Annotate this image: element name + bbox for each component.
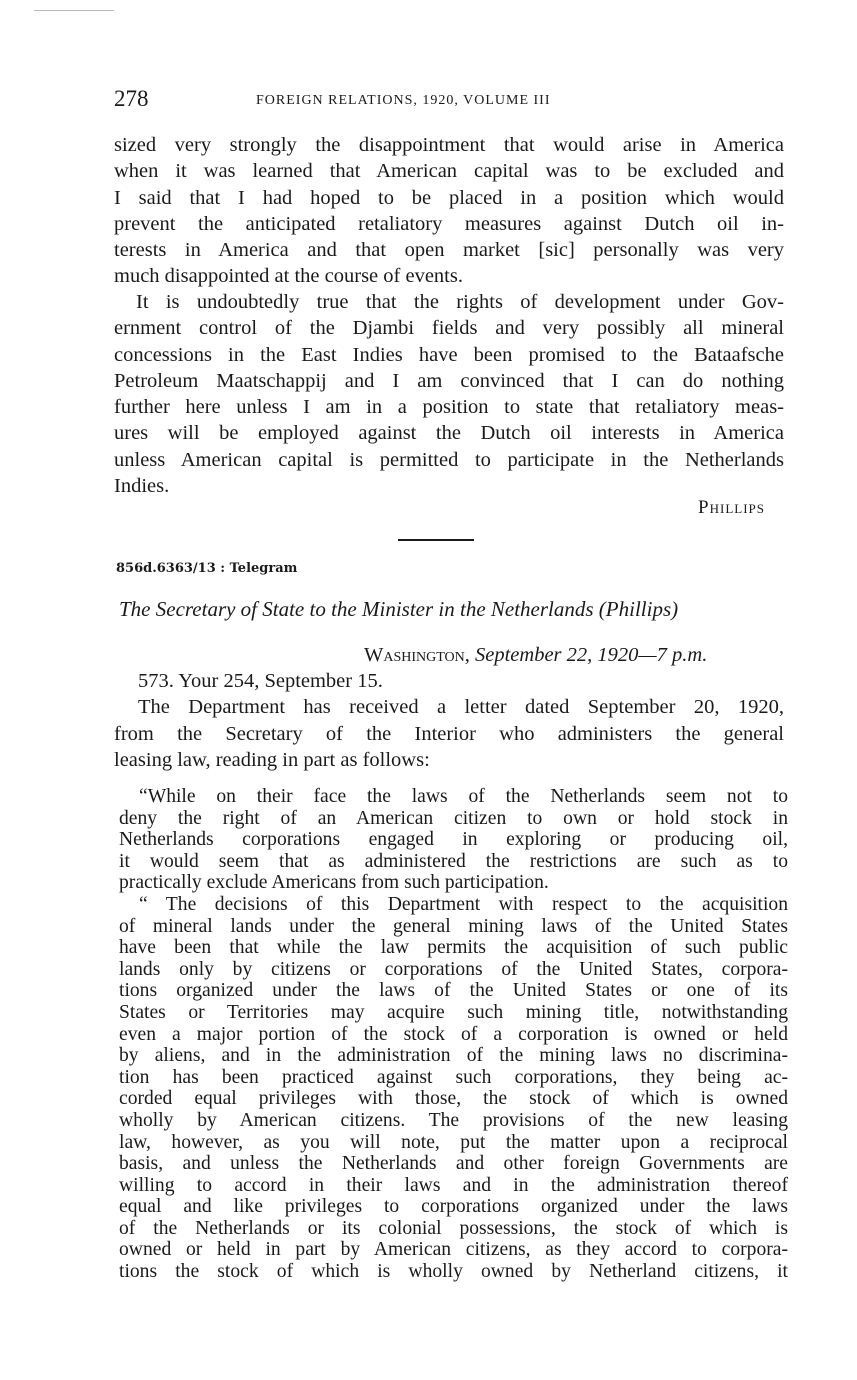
text-line: unless American capital is permitted to participate in the Netherlands <box>114 448 784 471</box>
text-line: much disappointed at the course of events. <box>114 265 463 288</box>
text-line: from the Secretary of the Interior who administers the general <box>114 722 784 745</box>
telegram-intro <box>114 668 784 773</box>
dateline-place: Washington, <box>364 644 470 666</box>
quote-line: States or Territories may acquire such mining title, notwithstanding <box>119 1001 788 1023</box>
top-rule <box>34 10 114 11</box>
quote-line: tions the stock of which is wholly owned by Netherland citizens, it <box>119 1261 788 1283</box>
text-line: The Department has received a letter dated September 20, 1920, <box>138 696 784 719</box>
text-line: leasing law, reading in part as follows: <box>114 748 430 771</box>
text-line: I said that I had hoped to be placed in a position which would <box>114 186 784 209</box>
quote-line: even a major portion of the stock of a corporation is owned or held <box>119 1023 788 1045</box>
section-divider <box>398 539 474 541</box>
quote-line: willing to accord in their laws and in the administration thereof <box>119 1174 788 1196</box>
quote-line: of mineral lands under the general mining laws of the United States <box>119 915 788 937</box>
text-line: It is undoubtedly true that the rights of development under Gov- <box>136 291 784 313</box>
text-line: terests in America and that open market [sic] personally was very <box>114 239 784 262</box>
text-line: prevent the anticipated retaliatory measures against Dutch oil in- <box>114 212 784 235</box>
quote-line: basis, and unless the Netherlands and other foreign Governments are <box>119 1153 788 1175</box>
quote-line: equal and like privileges to corporations organized under the laws <box>119 1196 788 1218</box>
quote-line: Netherlands corporations engaged in exploring or producing oil, <box>119 829 788 851</box>
quote-line: corded equal privileges with those, the stock of which is owned <box>119 1088 788 1110</box>
file-reference: 856d.6363/13 : Telegram <box>116 561 298 576</box>
quote-line: of the Netherlands or its colonial possessions, the stock of which is <box>119 1217 788 1239</box>
quote-line: have been that while the law permits the acquisition of such public <box>119 937 788 959</box>
running-head: FOREIGN RELATIONS, 1920, VOLUME III <box>256 93 551 108</box>
signature: Phillips <box>698 497 765 518</box>
quote-line: “ The decisions of this Department with respect to the acquisition <box>139 893 788 915</box>
text-line: Indies. <box>114 475 170 498</box>
page-header <box>114 86 784 116</box>
second-paragraph <box>114 289 784 499</box>
quote-line: owned or held in part by American citizens, as they accord to corpora- <box>119 1239 788 1261</box>
text-line: sized very strongly the disappointment that would arise in America <box>114 134 784 156</box>
dateline-date: September 22, 1920—7 p.m. <box>475 644 708 666</box>
text-line: ures will be employed against the Dutch oil interests in America <box>114 422 784 445</box>
dateline <box>364 644 707 667</box>
telegram-opening: 573. Your 254, September 15. <box>138 670 383 692</box>
quote-line: practically exclude Americans from such participation. <box>119 872 549 894</box>
quote-line: wholly by American citizens. The provisions of the new leasing <box>119 1109 788 1131</box>
quoted-letter <box>119 786 788 1283</box>
page-number: 278 <box>114 86 149 111</box>
text-line: further here unless I am in a position to state that retaliatory meas- <box>114 396 784 419</box>
text-line: ernment control of the Djambi fields and very possibly all mineral <box>114 317 784 340</box>
quote-line: by aliens, and in the administration of the mining laws no discrimina- <box>119 1045 788 1067</box>
text-line: concessions in the East Indies have been promised to the Bataafsche <box>114 343 784 366</box>
quote-line: lands only by citizens or corporations of the United States, corpora- <box>119 958 788 980</box>
continuation-paragraph <box>114 132 784 290</box>
quote-line: tions organized under the laws of the United States or one of its <box>119 980 788 1002</box>
quote-line: deny the right of an American citizen to own or hold stock in <box>119 807 788 829</box>
document-title: The Secretary of State to the Minister in the Netherlands (Phillips) <box>119 597 679 621</box>
quote-line: law, however, as you will note, put the matter upon a reciprocal <box>119 1131 788 1153</box>
quote-line: tion has been practiced against such corporations, they being ac- <box>119 1066 788 1088</box>
quote-line: “While on their face the laws of the Netherlands seem not to <box>139 786 788 807</box>
quote-line: it would seem that as administered the restrictions are such as to <box>119 850 788 872</box>
text-line: Petroleum Maatschappij and I am convinced that I can do nothing <box>114 369 784 392</box>
text-line: when it was learned that American capital was to be excluded and <box>114 160 784 183</box>
